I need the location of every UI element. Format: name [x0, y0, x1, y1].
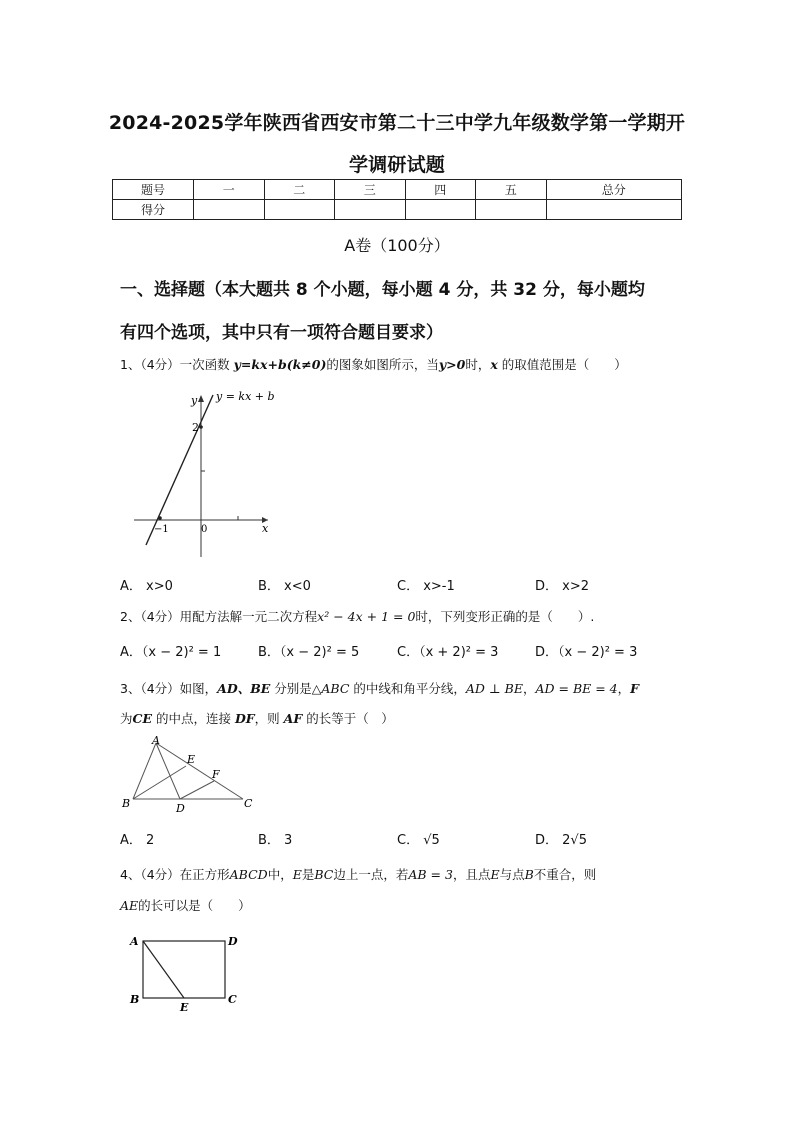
x-intercept-point	[158, 516, 162, 520]
q1-number: 1、（4分）一次函数	[120, 357, 234, 372]
y-axis-arrow	[198, 395, 204, 402]
q4-point-e: E	[292, 867, 302, 882]
q3-option-b[interactable]: B． 3	[258, 833, 293, 848]
question-4-line1	[120, 865, 596, 883]
q3-text: 的中点，连接	[152, 711, 235, 726]
label-a: A	[152, 734, 160, 747]
q3-segment: DF	[234, 711, 255, 726]
q3-perpendicular: AD ⊥ BE	[465, 681, 523, 696]
label-c: C	[228, 993, 237, 1006]
q4-square: ABCD	[229, 867, 268, 882]
segment-ad	[156, 743, 180, 799]
part1-heading-line1: 一、选择题（本大题共 8 个小题，每小题 4 分，共 32 分，每小题均	[120, 280, 645, 300]
function-label: y = kx + b	[216, 390, 275, 403]
q1-option-c[interactable]: C． x>-1	[397, 579, 455, 594]
q4-length: AB = 3	[408, 867, 453, 882]
q3-option-d[interactable]: D． 2√5	[535, 833, 587, 848]
q3-triangle: ABC	[321, 681, 350, 696]
q1-text-tail: 的取值范围是（ ）	[497, 357, 627, 372]
score-header-cell: 四	[405, 180, 476, 200]
q1-function-graph	[128, 385, 288, 560]
q4-text: 的长可以是（ ）	[138, 898, 251, 913]
paper-section-heading: A卷（100分）	[344, 236, 450, 255]
q2-text-post: 时，下列变形正确的是（ ）.	[415, 609, 595, 624]
score-header-cell: 一	[194, 180, 265, 200]
q2-option-c[interactable]: C．（x + 2)² = 3	[397, 645, 499, 660]
q4-text: ，且点	[452, 867, 491, 882]
y-axis-label: y	[191, 394, 198, 407]
q3-text: 3、（4分）如图，	[120, 681, 218, 696]
part1-heading-line2: 有四个选项，其中只有一项符合题目要求）	[120, 323, 443, 343]
q4-point-b: B	[524, 867, 534, 882]
q4-segment: AE	[120, 898, 139, 913]
score-cell	[546, 200, 682, 220]
score-table-header-row	[113, 180, 682, 200]
y-intercept-point	[199, 425, 203, 429]
q2-text-pre: 2、（4分）用配方法解一元二次方程	[120, 609, 318, 624]
label-a: A	[130, 935, 139, 948]
exam-title-line2: 学调研试题	[348, 154, 445, 176]
q4-text: 4、（4分）在正方形	[120, 867, 230, 882]
score-cell	[335, 200, 406, 220]
q2-option-b[interactable]: B．（x − 2)² = 5	[258, 645, 360, 660]
q4-side: BC	[314, 867, 334, 882]
q3-segment: CE	[132, 711, 152, 726]
x-tick-label: −1	[154, 524, 169, 535]
score-cell	[264, 200, 335, 220]
score-cell	[476, 200, 547, 220]
score-cell	[405, 200, 476, 220]
score-header-cell: 二	[264, 180, 335, 200]
question-4-line2	[120, 896, 251, 914]
label-e: E	[180, 1001, 189, 1014]
label-c: C	[244, 797, 253, 810]
score-header-cell: 总分	[546, 180, 682, 200]
segment-ae	[143, 941, 184, 998]
score-header-cell: 题号	[113, 180, 194, 200]
q4-text: 与点	[499, 867, 525, 882]
label-d: D	[228, 935, 238, 948]
q2-option-d[interactable]: D．（x − 2)² = 3	[535, 645, 638, 660]
q2-option-a[interactable]: A．（x − 2)² = 1	[120, 645, 222, 660]
q1-condition: y>0	[438, 357, 466, 372]
q3-option-c[interactable]: C． √5	[397, 833, 440, 848]
linear-function-line	[146, 395, 213, 545]
label-d: D	[176, 802, 185, 815]
q3-text: 为	[120, 711, 133, 726]
q3-text: ，	[522, 681, 536, 696]
q1-expression: y=kx+b(k≠0)	[233, 357, 327, 372]
q1-option-d[interactable]: D． x>2	[535, 579, 589, 594]
q3-text: 分别是△	[270, 681, 322, 696]
question-3-line1	[120, 679, 639, 697]
score-table-score-row	[113, 200, 682, 220]
q4-point-e: E	[490, 867, 500, 882]
q3-text: ，则	[254, 711, 284, 726]
q4-text: 中，	[267, 867, 293, 882]
label-f: F	[212, 768, 220, 781]
x-axis-label: x	[262, 522, 269, 535]
label-e: E	[187, 753, 196, 766]
score-header-cell: 三	[335, 180, 406, 200]
question-2-text	[120, 607, 594, 625]
q1-option-b[interactable]: B． x<0	[258, 579, 311, 594]
q1-option-a[interactable]: A． x>0	[120, 579, 173, 594]
origin-label: 0	[201, 524, 208, 535]
q4-text: 不重合，则	[533, 867, 597, 882]
segment-ab	[133, 743, 156, 799]
q3-option-a[interactable]: A． 2	[120, 833, 155, 848]
q4-text: 是	[301, 867, 315, 882]
score-header-cell: 五	[476, 180, 547, 200]
score-row-label: 得分	[113, 200, 194, 220]
q3-segment: AF	[283, 711, 303, 726]
score-table	[112, 179, 682, 220]
segment-ac	[156, 743, 243, 799]
question-1-text	[120, 355, 627, 373]
q4-text: 边上一点，若	[333, 867, 409, 882]
label-b: B	[130, 993, 140, 1006]
q3-lengths: AD = BE = 4	[535, 681, 618, 696]
q2-equation: x² − 4x + 1 = 0	[317, 609, 416, 624]
square-abcd	[143, 941, 225, 998]
q3-text: ，	[617, 681, 631, 696]
q4-square-figure	[124, 930, 249, 1015]
segment-df	[180, 781, 214, 799]
q1-variable: x	[490, 357, 498, 372]
q1-text-mid2: 时，	[465, 357, 491, 372]
q3-triangle-figure	[118, 733, 263, 815]
q3-point-f: F	[630, 681, 640, 696]
q1-text-mid: 的图象如图所示，当	[326, 357, 439, 372]
score-cell	[194, 200, 265, 220]
q3-text: 的中线和角平分线，	[349, 681, 466, 696]
label-b: B	[122, 797, 131, 810]
q3-text: 的长等于（ ）	[302, 711, 394, 726]
y-tick-label: 2	[192, 421, 199, 434]
q3-segments: AD、BE	[217, 681, 271, 696]
question-3-line2	[120, 709, 394, 727]
exam-title-line1: 2024-2025学年陕西省西安市第二十三中学九年级数学第一学期开	[108, 112, 686, 134]
